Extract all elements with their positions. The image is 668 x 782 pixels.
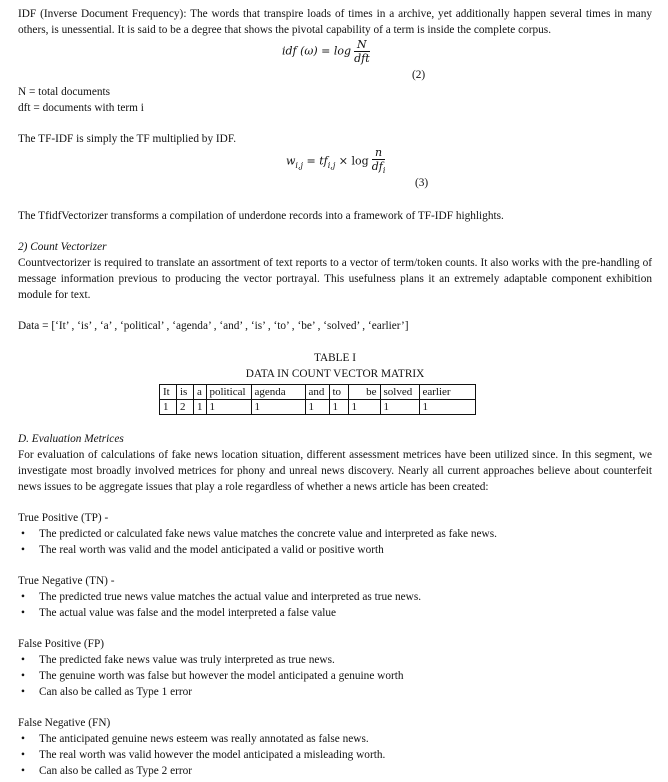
equation-tfidf-tf: = tf: [303, 154, 328, 168]
table-value-cell: 1: [305, 400, 329, 415]
tn-block: [18, 573, 652, 621]
equation-tfidf-den-text: df: [371, 160, 383, 173]
list-item-text: The actual value was false and the model interpreted a false value: [39, 607, 337, 619]
tfidf-line: The TF-IDF is simply the TF multiplied by IDF.: [18, 133, 237, 145]
list-item: [18, 542, 652, 558]
bullet-icon: •: [21, 733, 25, 745]
equation-idf-lhs: idf (ω) = log: [282, 44, 352, 58]
list-item: [18, 763, 652, 779]
equation-tfidf-numerator: n: [372, 146, 386, 160]
table-header-cell: be: [348, 385, 380, 400]
fn-block: [18, 715, 652, 779]
table-value-cell: 1: [194, 400, 207, 415]
bullet-icon: •: [21, 544, 25, 556]
table-value-cell: 1: [419, 400, 475, 415]
tfidf-vectorizer-line: The TfidfVectorizer transforms a compilation of underdone records into a framework of TF-IDF highlights.: [18, 210, 504, 222]
bullet-icon: •: [21, 528, 25, 540]
list-item: [18, 605, 652, 621]
list-item-text: The real worth was valid however the model anticipated a misleading worth.: [39, 749, 386, 761]
table-header-cell: is: [177, 385, 194, 400]
tp-block: [18, 510, 652, 558]
list-item-text: Can also be called as Type 2 error: [39, 765, 193, 777]
equation-number-2: (2): [412, 69, 426, 81]
countvec-paragraph: Countvectorizer is required to translate an assortment of text reports to a vector of term/token counts. It also works with the pre-handling of message information previous to producing the vector portrayal. This usefulness plans it an extremely adaptable component exhibition module for text.: [18, 257, 652, 301]
list-item: [18, 684, 652, 700]
tn-list: [18, 589, 652, 621]
equation-tfidf-w: w: [286, 154, 296, 168]
equation-idf: [282, 38, 370, 65]
table-header-cell: a: [194, 385, 207, 400]
table-value-cell: 1: [380, 400, 419, 415]
list-item: [18, 589, 652, 605]
table-title: TABLE I: [313, 352, 357, 364]
table-value-cell: 1: [329, 400, 348, 415]
table-header-cell: to: [329, 385, 348, 400]
table-value-cell: 1: [251, 400, 305, 415]
tn-title: True Negative (TN) -: [18, 575, 115, 587]
table-value-row: [160, 400, 476, 415]
equation-tfidf-den-sub: i: [382, 166, 386, 176]
equation-tfidf-log: × log: [335, 154, 369, 168]
list-item-text: The predicted or calculated fake news value matches the concrete value and interpreted as fake news.: [39, 528, 497, 540]
tp-title: True Positive (TP) -: [18, 512, 109, 524]
table-header-cell: political: [206, 385, 251, 400]
equation-idf-denominator: dft: [354, 52, 370, 65]
list-item: [18, 668, 652, 684]
table-header-cell: earlier: [419, 385, 475, 400]
table-header-cell: solved: [380, 385, 419, 400]
tp-list: [18, 526, 652, 558]
bullet-icon: •: [21, 607, 25, 619]
data-line: Data = [‘It’ , ‘is’ , ‘a’ , ‘political’ , ‘agenda’ , ‘and’ , ‘is’ , ‘to’ , ‘be’ , ‘solved’ , ‘earlier’]: [18, 320, 409, 332]
equation-tfidf-fraction: [372, 146, 386, 177]
bullet-icon: •: [21, 654, 25, 666]
fp-title: False Positive (FP): [18, 638, 104, 650]
fp-list: [18, 652, 652, 700]
section-heading-count-vectorizer: 2) Count Vectorizer: [18, 241, 107, 253]
count-vector-table: [159, 384, 476, 415]
idf-paragraph: IDF (Inverse Document Frequency): The words that transpire loads of times in a archive, yet additionally happen several times in many others, is unessential. It is said to be a degree that shows the pivotal capability of a term is inside the complete corpus.: [18, 8, 652, 36]
table-value-cell: 1: [348, 400, 380, 415]
list-item-text: The predicted fake news value was truly interpreted as true news.: [39, 654, 335, 666]
definition-n: N = total documents: [18, 86, 111, 98]
bullet-icon: •: [21, 670, 25, 682]
bullet-icon: •: [21, 765, 25, 777]
bullet-icon: •: [21, 591, 25, 603]
table-header-row: [160, 385, 476, 400]
equation-idf-numerator: N: [354, 38, 370, 52]
table-value-cell: 2: [177, 400, 194, 415]
fn-list: [18, 731, 652, 779]
equation-idf-fraction: [354, 38, 370, 65]
list-item-text: The anticipated genuine news esteem was really annotated as false news.: [39, 733, 369, 745]
list-item-text: The genuine worth was false but however the model anticipated a genuine worth: [39, 670, 404, 682]
definition-dft: dft = documents with term i: [18, 102, 144, 114]
equation-number-3: (3): [415, 177, 429, 189]
list-item-text: The real worth was valid and the model anticipated a valid or positive worth: [39, 544, 384, 556]
list-item: [18, 747, 652, 763]
table-header-cell: agenda: [251, 385, 305, 400]
bullet-icon: •: [21, 749, 25, 761]
equation-tfidf-denominator: [372, 160, 386, 177]
table-header-cell: and: [305, 385, 329, 400]
list-item: [18, 526, 652, 542]
fn-title: False Negative (FN): [18, 717, 111, 729]
list-item: [18, 731, 652, 747]
list-item-text: The predicted true news value matches the actual value and interpreted as true news.: [39, 591, 422, 603]
section-heading-evaluation-metrices: D. Evaluation Metrices: [18, 433, 124, 445]
table-value-cell: 1: [206, 400, 251, 415]
table-header-cell: It: [160, 385, 177, 400]
bullet-icon: •: [21, 686, 25, 698]
evaluation-paragraph: For evaluation of calculations of fake news location situation, different assessment metrices have been utilized since. In this segment, we investigate most broadly involved metrices for phony and unreal news discovery. Nearly all current approaches believe about counterfeit news issues to be aggregate issues that play a role regardless of whether a news article has been created:: [18, 449, 652, 493]
table-caption: DATA IN COUNT VECTOR MATRIX: [245, 368, 425, 380]
equation-tfidf-w-sub: i,j: [295, 160, 304, 170]
fp-block: [18, 636, 652, 700]
equation-tfidf: [286, 146, 385, 177]
list-item-text: Can also be called as Type 1 error: [39, 686, 193, 698]
list-item: [18, 652, 652, 668]
equation-tfidf-tf-sub: i,j: [327, 160, 336, 170]
table-value-cell: 1: [160, 400, 177, 415]
